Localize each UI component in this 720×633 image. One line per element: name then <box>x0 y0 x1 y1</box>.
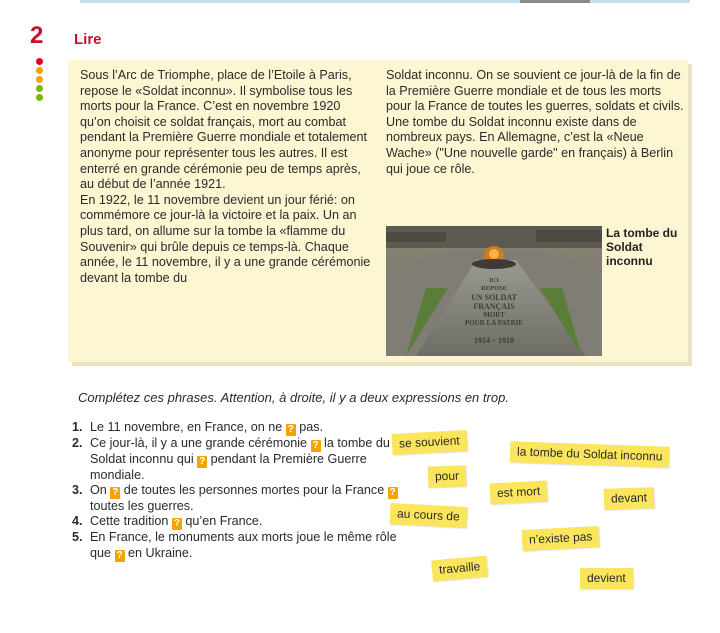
text-part: qu’en France. <box>181 514 263 529</box>
dot-4-icon <box>36 85 43 92</box>
tomb-photo <box>386 226 602 356</box>
exercise-item <box>72 483 402 514</box>
blank-marker-icon: ? <box>389 487 396 499</box>
text-part: pas. <box>295 420 324 434</box>
word-chip-devient[interactable]: devient <box>580 568 633 589</box>
dot-5-icon <box>36 94 43 101</box>
text-part: On <box>90 483 111 498</box>
text-part: en Ukraine. <box>124 545 193 560</box>
word-chip-travaille[interactable]: travaille <box>431 556 488 582</box>
paragraph: En 1922, le 11 novembre devient un jour férié: on commémore ce jour-là la victoire et la paix. Un an plus tard, on allume sur la tombe la «flamme du Souvenir» qui brûle depuis ce temps-là. Chaque année, le 11 novembre, il y a une grande cérémonie devant la tombe du <box>80 192 371 285</box>
exercise-number: 3. <box>72 483 83 498</box>
engraving-line: REPOSE <box>480 285 508 292</box>
exercise-instruction: Complétez ces phrases. Attention, à droite, il y a deux expressions en trop. <box>78 390 509 405</box>
word-chip-se-souvient[interactable]: se souvient <box>392 430 468 455</box>
exercise-number: 2. <box>72 436 83 450</box>
dot-3-icon <box>36 76 43 83</box>
exercise-text <box>90 514 402 530</box>
exercise-list <box>72 420 402 562</box>
blank-marker-icon: ? <box>173 518 180 530</box>
section-title: Lire <box>74 31 102 48</box>
dot-2-icon <box>36 67 43 74</box>
exercise-item <box>72 436 402 483</box>
paragraph: Une tombe du Soldat inconnu existe dans de nombreux pays. En Allemagne, c’est la «Neue Wache» ("Une nouvelle garde" en français) à Berlin qui joue ce rôle. <box>386 114 674 176</box>
exercise-item <box>72 514 402 530</box>
word-chip-pour[interactable]: pour <box>428 465 467 487</box>
engraving-line: 1914 – 1918 <box>474 336 514 345</box>
reading-text-right <box>386 68 684 177</box>
text-part: Cette tradition <box>90 514 172 529</box>
exercise-item <box>72 420 402 436</box>
engraving-line: POUR LA PATRIE <box>464 319 524 327</box>
engraving-line: MORT <box>483 311 505 319</box>
blank-marker-icon: ? <box>116 549 123 561</box>
exercise-number: 5. <box>72 530 83 545</box>
top-rule <box>80 0 690 3</box>
blank-marker-icon: ? <box>199 456 206 467</box>
exercise-number: 4. <box>72 514 83 529</box>
blank-marker-icon: ? <box>312 440 319 451</box>
exercise-text <box>90 530 402 561</box>
word-chip-est-mort[interactable]: est mort <box>489 481 547 505</box>
blank-marker-icon: ? <box>287 424 294 435</box>
top-rule-accent <box>520 0 590 3</box>
exercise-text <box>90 483 402 514</box>
word-chip-nexiste-pas[interactable]: n’existe pas <box>522 526 600 551</box>
text-part: toutes les guerres. <box>90 499 194 514</box>
exercise-number: 1. <box>72 420 83 434</box>
exercise-text <box>90 420 402 436</box>
engraving-line: UN SOLDAT <box>471 293 517 302</box>
text-part: Le 11 novembre, en France, on ne <box>90 420 286 434</box>
paragraph: Sous l’Arc de Triomphe, place de l’Etoile à Paris, repose le «Soldat inconnu». Il symbolise tous les morts pour la France. C’est en novembre 1920 qu’on choisit ce soldat français, mort au combat pendant la Première Guerre mondiale et totalement anonyme pour représenter tous les autres. Il est enterré en grande cérémonie peu de temps après, au début de l’année 1921. <box>80 68 368 192</box>
exercise-text <box>90 436 402 483</box>
word-chip-devant[interactable]: devant <box>604 487 655 510</box>
text-part: de toutes les personnes mortes pour la France <box>120 483 388 498</box>
engraving-line: ICI <box>489 277 499 284</box>
text-part: la tombe du Soldat inconnu qui <box>90 436 390 466</box>
blank-marker-icon: ? <box>112 487 119 499</box>
engraving-line: FRANÇAIS <box>473 302 515 311</box>
word-chip-au-cours-de[interactable]: au cours de <box>390 503 468 528</box>
word-chip-la-tombe[interactable]: la tombe du Soldat inconnu <box>510 441 670 468</box>
tomb-photo-image <box>386 226 602 356</box>
exercise-item <box>72 530 402 561</box>
reading-text-left <box>80 68 372 286</box>
dot-1-icon <box>36 58 43 65</box>
text-part: Ce jour-là, il y a une grande cérémonie <box>90 436 311 450</box>
text-part: En France, le monuments aux morts joue le même rôle que <box>90 530 397 560</box>
paragraph: Soldat inconnu. On se souvient ce jour-là de la fin de la Première Guerre mondiale et de tous les morts pour la France de toutes les guerres, soldats et civils. <box>386 68 684 114</box>
text-part: pendant la Première Guerre mondiale. <box>90 452 367 482</box>
difficulty-dots-icon <box>36 58 44 103</box>
section-number: 2 <box>30 22 44 49</box>
photo-caption: La tombe du Soldat inconnu <box>606 226 678 268</box>
